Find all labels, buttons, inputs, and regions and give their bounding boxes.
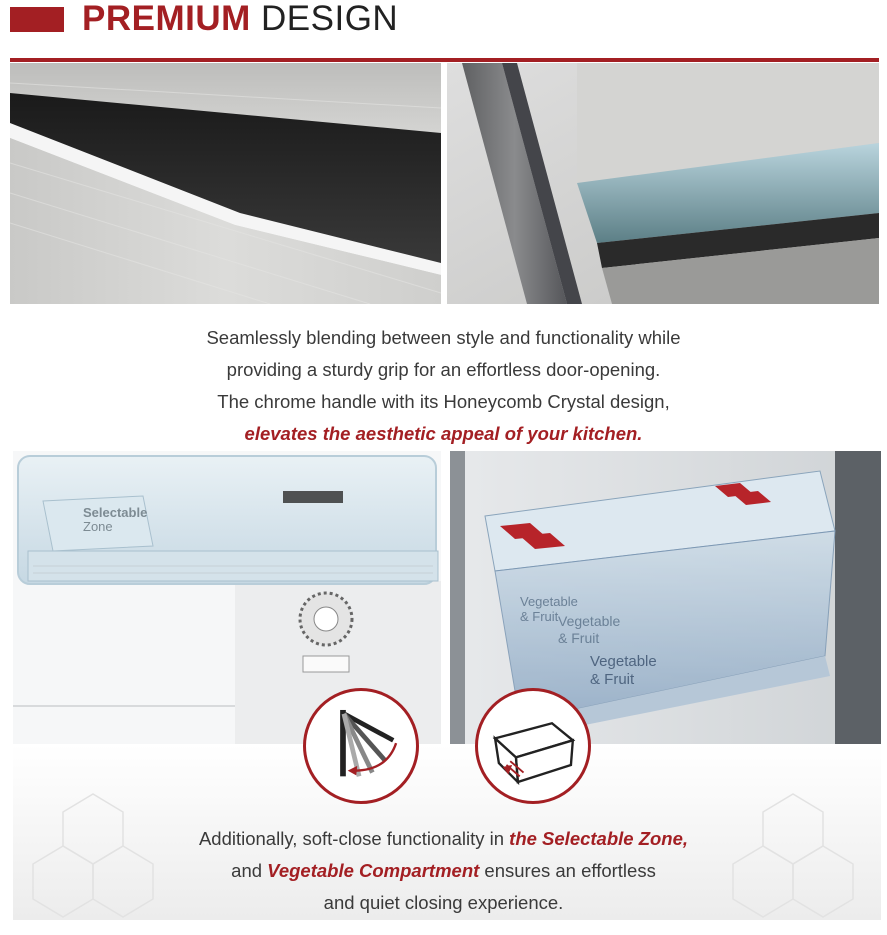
drawer-label-b1: Vegetable	[558, 613, 621, 629]
closing-line-1-text: Additionally, soft-close functionality in	[198, 828, 510, 849]
zone-label-1: Selectable	[83, 505, 148, 520]
soft-close-drawer-badge	[475, 688, 591, 804]
drawer-label-a1: Vegetable	[520, 594, 578, 609]
closing-line-2-pre: and	[231, 860, 268, 881]
closing-line-1	[0, 823, 887, 855]
intro-line-1: Seamlessly blending between style and functionality while	[206, 327, 681, 348]
soft-close-door-icon	[306, 691, 416, 801]
handle-closeup-photo	[10, 63, 441, 304]
title-rest: DESIGN	[250, 0, 399, 38]
drawer-label-c2: & Fruit	[590, 671, 635, 688]
drawer-label-a2: & Fruit	[520, 609, 559, 624]
section-header	[0, 0, 887, 62]
title-accent: PREMIUM	[82, 0, 251, 38]
header-divider	[10, 58, 879, 62]
soft-close-drawer-icon	[478, 691, 588, 801]
intro-line-2: providing a sturdy grip for an effortless door-opening.	[226, 359, 661, 380]
section-title	[82, 0, 398, 38]
selectable-zone-highlight: the Selectable Zone,	[509, 828, 689, 849]
handle-angle-photo	[447, 63, 879, 304]
zone-label-2: Zone	[83, 519, 113, 534]
header-accent-block	[10, 7, 64, 32]
vegetable-compartment-highlight: Vegetable Compartment	[267, 860, 480, 881]
intro-line-3: The chrome handle with its Honeycomb Crystal design,	[217, 391, 670, 412]
drawer-label-c1: Vegetable	[590, 653, 657, 670]
closing-description	[0, 823, 887, 919]
intro-highlight: elevates the aesthetic appeal of your kitchen.	[244, 423, 643, 444]
drawer-label-b2: & Fruit	[558, 630, 600, 646]
closing-line-2	[0, 855, 887, 887]
closing-line-3: and quiet closing experience.	[323, 892, 564, 913]
intro-description	[0, 322, 887, 450]
closing-line-2-post: ensures an effortless	[479, 860, 656, 881]
soft-close-door-badge	[303, 688, 419, 804]
